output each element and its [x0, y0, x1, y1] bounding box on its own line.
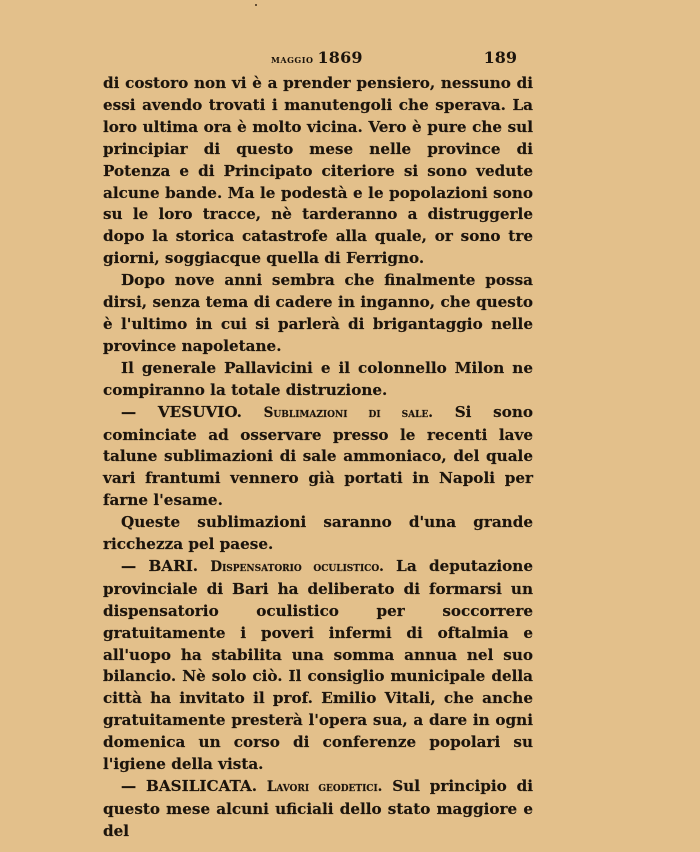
- body-text: [103, 73, 533, 843]
- paragraph: [103, 358, 533, 402]
- section-heading: Sublimazioni di sale.: [263, 404, 434, 421]
- section-heading: Dispensatorio oculistico.: [210, 558, 384, 575]
- scan-speck: [255, 4, 257, 6]
- running-title-year: 1869: [317, 48, 363, 67]
- page-number: 189: [483, 48, 517, 67]
- section-vesuvio: [103, 402, 533, 513]
- paragraph: [103, 73, 533, 270]
- book-page: [103, 48, 533, 843]
- section-lead: — BASILICATA.: [121, 777, 258, 795]
- paragraph-text: Dopo nove anni sembra che finalmente possa dirsi, senza tema di cadere in inganno, che questo è l'ultimo in cui si parlerà di brigantaggio nelle province napoletane.: [103, 271, 533, 355]
- paragraph-text: di costoro non vi è a prender pensiero, nessuno di essi avendo trovati i manutengoli che sperava. La loro ultima ora è molto vicina. Vero è pure che sul principiar di questo mese nelle province di Potenza e di Principato citeriore si sono vedute alcune bande. Ma le podestà e le popolazioni sono su le loro tracce, nè tarderanno a distruggerle dopo la storica catastrofe alla quale, or sono tre giorni, soggiacque quella di Ferrigno.: [103, 74, 533, 268]
- section-lead: — BARI.: [121, 556, 199, 575]
- paragraph: [103, 512, 533, 556]
- running-title-month: maggio: [271, 53, 314, 66]
- section-heading: Lavori geodetici.: [266, 779, 383, 795]
- paragraph-text: Sul principio di questo mese alcuni uficiali dello stato maggiore e del: [103, 777, 533, 840]
- paragraph: [103, 270, 533, 358]
- paragraph-text: Queste sublimazioni saranno d'una grande ricchezza pel paese.: [103, 513, 533, 554]
- section-bari: [103, 556, 533, 776]
- section-basilicata: [103, 776, 533, 843]
- running-title: [271, 48, 363, 67]
- paragraph-text: Si sono cominciate ad osservare presso le recenti lave talune sublimazioni di sale ammoniaco, del quale vari frantumi vennero già portati in Napoli per farne l'esame.: [103, 402, 533, 510]
- paragraph-text: Il generale Pallavicini e il colonnello Milon ne compiranno la totale distruzione.: [103, 358, 533, 399]
- paragraph-text: La deputazione provinciale di Bari ha deliberato di formarsi un dispensatorio oculistico per soccorrere gratuitamente i poveri infermi di oftalmia e all'uopo ha stabilita una somma annua nel suo bilancio. Nè solo ciò. Il consiglio municipale della città ha invitato il prof. Emilio Vitali, che anche gratuitamente presterà l'opera sua, a dare in ogni domenica un corso di conferenze popolari su l'igiene della vista.: [103, 556, 533, 774]
- section-lead: — VESUVIO.: [121, 402, 242, 421]
- running-head: [103, 48, 533, 70]
